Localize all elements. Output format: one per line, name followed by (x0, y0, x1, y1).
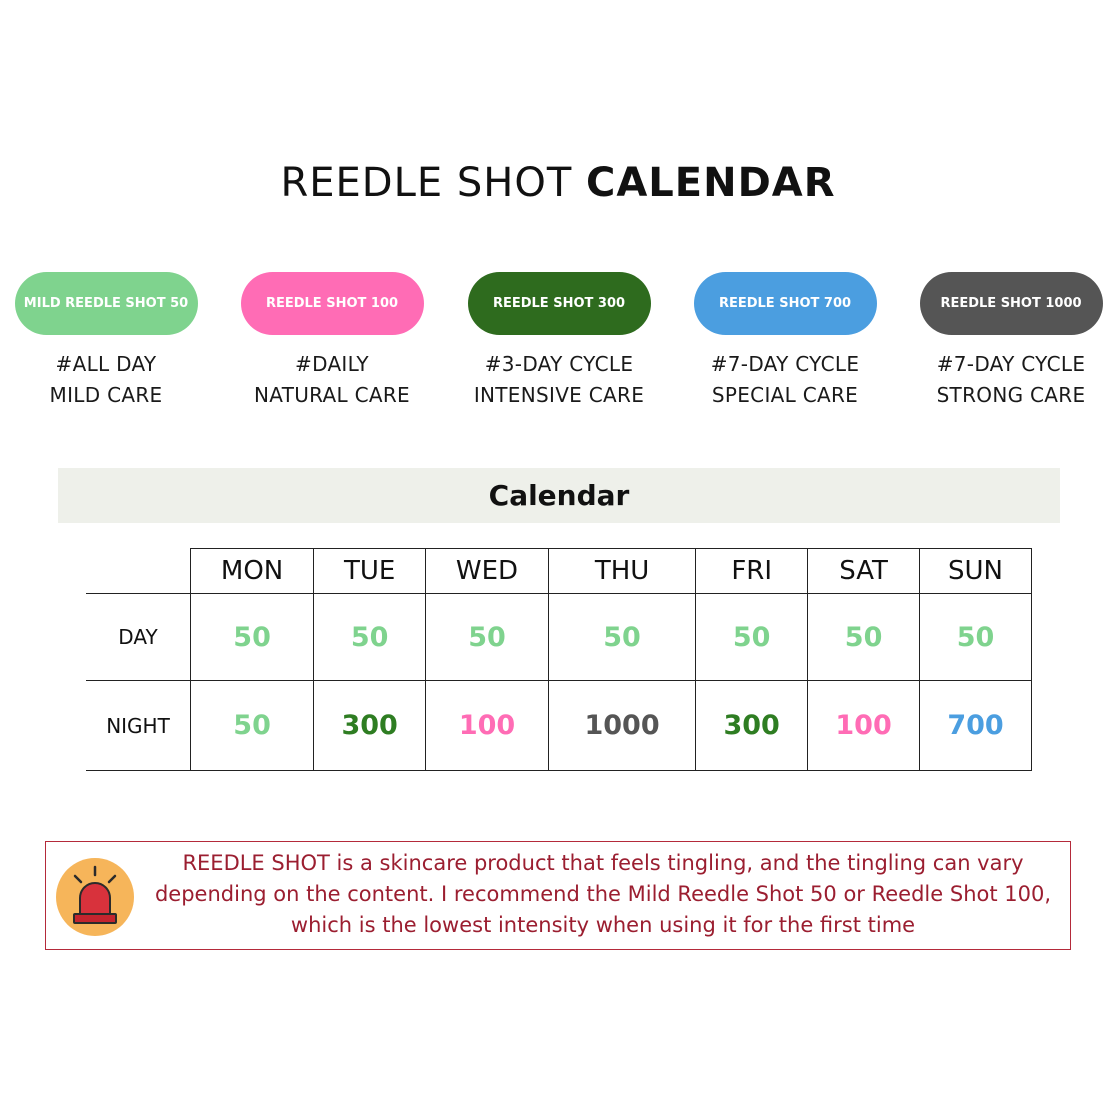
dose-value: 50 (548, 594, 695, 681)
product-item (0, 272, 219, 411)
notice-box (45, 841, 1071, 950)
dose-value: 100 (426, 681, 549, 771)
product-care: MILD CARE (49, 383, 163, 407)
product-care: STRONG CARE (936, 383, 1086, 407)
day-header: THU (548, 549, 695, 594)
product-care: NATURAL CARE (254, 383, 410, 407)
product-item (898, 272, 1116, 411)
dose-value: 300 (696, 681, 808, 771)
row-label: DAY (86, 594, 191, 681)
day-header: TUE (314, 549, 426, 594)
calendar-day-header-row (86, 549, 1032, 594)
dose-value: 700 (920, 681, 1032, 771)
product-cycle: #ALL DAY (55, 352, 157, 376)
title-bold: CALENDAR (585, 160, 836, 206)
product-badge: REEDLE SHOT 700 (694, 272, 877, 335)
dose-value: 300 (314, 681, 426, 771)
dose-value: 1000 (548, 681, 695, 771)
product-cycle: #3-DAY CYCLE (484, 352, 634, 376)
dose-value: 50 (920, 594, 1032, 681)
day-header: WED (426, 549, 549, 594)
day-header: SAT (808, 549, 920, 594)
product-list (0, 272, 1116, 422)
day-header: FRI (696, 549, 808, 594)
product-cycle: #DAILY (295, 352, 369, 376)
dose-value: 100 (808, 681, 920, 771)
dose-value: 50 (808, 594, 920, 681)
siren-icon (56, 858, 134, 936)
table-row (86, 681, 1032, 771)
notice-line: REEDLE SHOT is a skincare product that feels tingling, and the tingling can vary (182, 851, 1024, 875)
table-row (86, 594, 1032, 681)
corner-cell (86, 549, 191, 594)
calendar-table (86, 548, 1032, 771)
notice-line: depending on the content. I recommend the Mild Reedle Shot 50 or Reedle Shot 100, (154, 882, 1052, 906)
dose-value: 50 (696, 594, 808, 681)
product-badge: REEDLE SHOT 100 (241, 272, 424, 335)
title-regular: REEDLE SHOT (280, 160, 573, 206)
dose-value: 50 (191, 594, 314, 681)
product-badge: MILD REEDLE SHOT 50 (15, 272, 198, 335)
product-care: SPECIAL CARE (711, 383, 859, 407)
product-badge: REEDLE SHOT 1000 (920, 272, 1103, 335)
dose-value: 50 (426, 594, 549, 681)
day-header: SUN (920, 549, 1032, 594)
notice-text (140, 848, 1066, 941)
page-title (0, 160, 1116, 206)
dose-value: 50 (314, 594, 426, 681)
product-item (446, 272, 672, 411)
day-header: MON (191, 549, 314, 594)
calendar-header: Calendar (58, 468, 1060, 523)
product-badge: REEDLE SHOT 300 (468, 272, 651, 335)
row-label: NIGHT (86, 681, 191, 771)
product-care: INTENSIVE CARE (473, 383, 645, 407)
product-cycle: #7-DAY CYCLE (710, 352, 860, 376)
notice-line: which is the lowest intensity when using it for the first time (290, 913, 916, 937)
product-cycle: #7-DAY CYCLE (936, 352, 1086, 376)
product-item (672, 272, 898, 411)
product-item (219, 272, 445, 411)
dose-value: 50 (191, 681, 314, 771)
